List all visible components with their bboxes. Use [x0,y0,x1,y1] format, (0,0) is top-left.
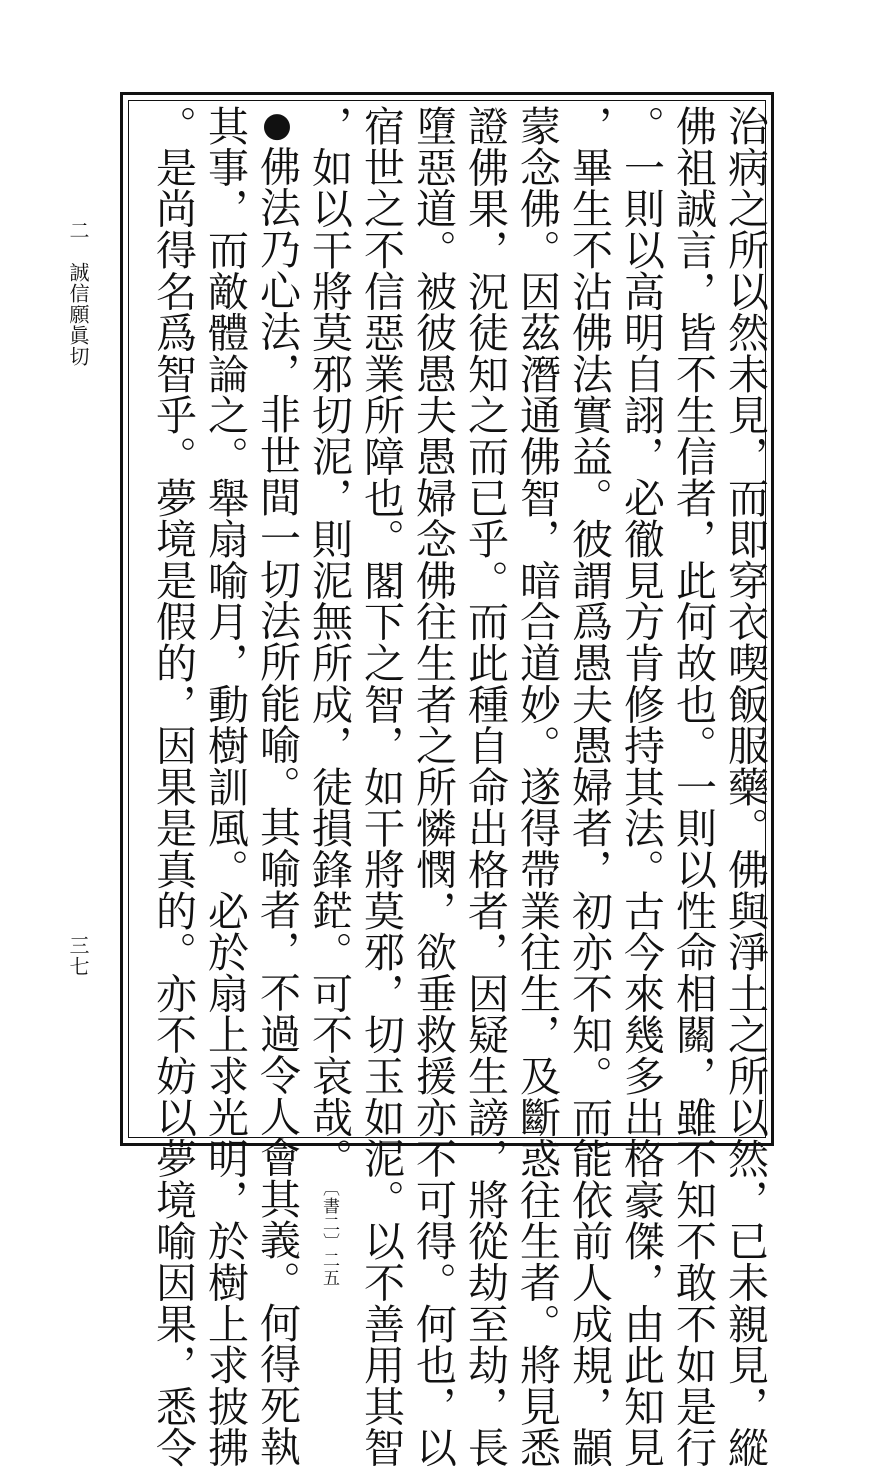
text-column-2: 佛祖誠言，皆不生信者，此何故也。一則以性命相關，雖不知不敢不如是行 [669,105,717,1468]
text-column-10 [253,105,301,1467]
text-column-3: 。一則以高明自詡，必徹見方肯修持其法。古今來幾多出格豪傑，由此知見 [617,105,665,1468]
text-column-6: 證佛果，況徒知之而已乎。而此種自命出格者，因疑生謗，將從劫至劫，長 [461,105,509,1468]
margin-header: 二 誠信願眞切 [66,220,90,367]
text-column-4: ，畢生不沾佛法實益。彼謂爲愚夫愚婦者，初亦不知。而能依前人成規，顓 [565,105,613,1468]
text-column-9 [305,105,353,1287]
text-column-5: 蒙念佛。因茲潛通佛智，暗合道妙。遂得帶業往生，及斷惑往生者。將見悉 [513,105,561,1468]
column-10-text: 佛法乃心法，非世間一切法所能喻。其喻者，不過令人會其義。何得死執 [253,145,301,1467]
text-column-8: 宿世之不信惡業所障也。閣下之智，如干將莫邪，切玉如泥。以不善用其智 [357,105,405,1468]
text-column-11: 其事，而敵體論之。舉扇喻月，動樹訓風。必於扇上求光明，於樹上求披拂 [201,105,249,1468]
text-column-7: 墮惡道。被彼愚夫愚婦念佛往生者之所憐憫，欲垂救援亦不可得。何也，以 [409,105,457,1468]
page-number: 三七 [66,935,90,977]
source-annotation: 〔書二〕二五 [319,1178,339,1287]
paragraph-bullet-icon: ● [257,105,297,146]
text-column-1: 治病之所以然未見，而即穿衣喫飯服藥。佛與淨土之所以然，已未親見，縱 [721,105,769,1468]
column-9-text: ，如以干將莫邪切泥，則泥無所成，徒損鋒鋩。可不哀哉。 [305,105,353,1179]
text-column-12: 。是尚得名爲智乎。夢境是假的，因果是真的。亦不妨以夢境喻因果，悉令 [149,105,197,1468]
